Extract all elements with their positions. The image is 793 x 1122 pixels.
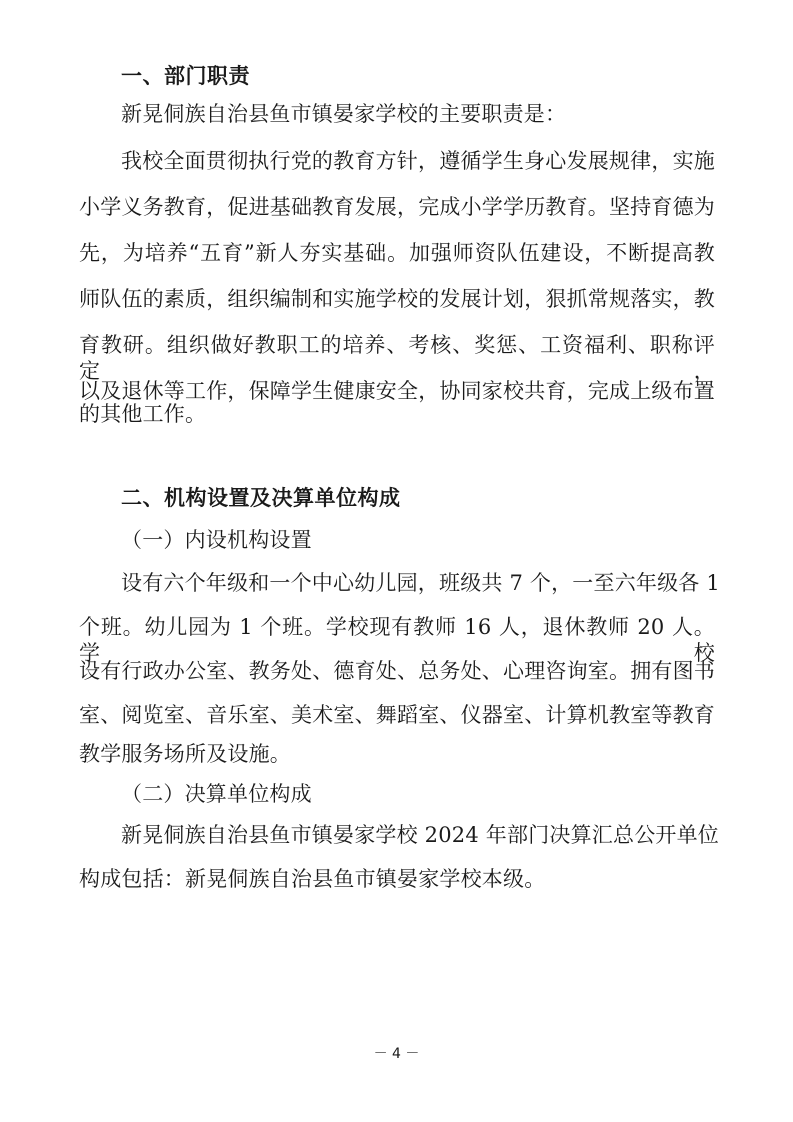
subsection-2-heading: （二）决算单位构成: [121, 782, 312, 806]
subsection-2-line-2: 构成包括：新晃侗族自治县鱼市镇晏家学校本级。: [79, 867, 546, 891]
section-1-line-5: 育教研。组织做好教职工的培养、考核、奖惩、工资福利、职称评定，: [79, 333, 715, 383]
section-2-heading: 二、机构设置及决算单位构成: [121, 486, 401, 510]
section-1-intro: 新晃侗族自治县鱼市镇晏家学校的主要职责是：: [121, 102, 567, 126]
section-1-line-1: 我校全面贯彻执行党的教育方针，遵循学生身心发展规律，实施: [121, 149, 715, 173]
subsection-1-heading: （一）内设机构设置: [121, 528, 312, 552]
page-number: － 4 －: [373, 1046, 420, 1062]
subsection-1-line-4: 室、阅览室、音乐室、美术室、舞蹈室、仪器室、计算机教室等教育: [79, 703, 715, 727]
section-1-heading: 一、部门职责: [121, 64, 250, 88]
subsection-2-line-1: 新晃侗族自治县鱼市镇晏家学校 2024 年部门决算汇总公开单位: [121, 823, 719, 847]
subsection-1-line-1: 设有六个年级和一个中心幼儿园，班级共 7 个，一至六年级各 1: [121, 571, 720, 595]
subsection-1-line-3: 设有行政办公室、教务处、德育处、总务处、心理咨询室。拥有图书: [79, 659, 715, 683]
section-1-line-6: 以及退休等工作，保障学生健康安全，协同家校共育，完成上级布置: [79, 379, 715, 403]
subsection-1-line-5: 教学服务场所及设施。: [79, 742, 291, 766]
section-1-line-2: 小学义务教育，促进基础教育发展，完成小学学历教育。坚持育德为: [79, 195, 715, 219]
section-1-line-7: 的其他工作。: [79, 402, 207, 426]
subsection-1-line-2: 个班。幼儿园为 1 个班。学校现有教师 16 人，退休教师 20 人。学校: [79, 615, 715, 665]
section-1-line-4: 师队伍的素质，组织编制和实施学校的发展计划，狠抓常规落实，教: [79, 287, 715, 311]
section-1-line-3: 先，为培养“五育”新人夯实基础。加强师资队伍建设，不断提高教: [79, 241, 715, 265]
